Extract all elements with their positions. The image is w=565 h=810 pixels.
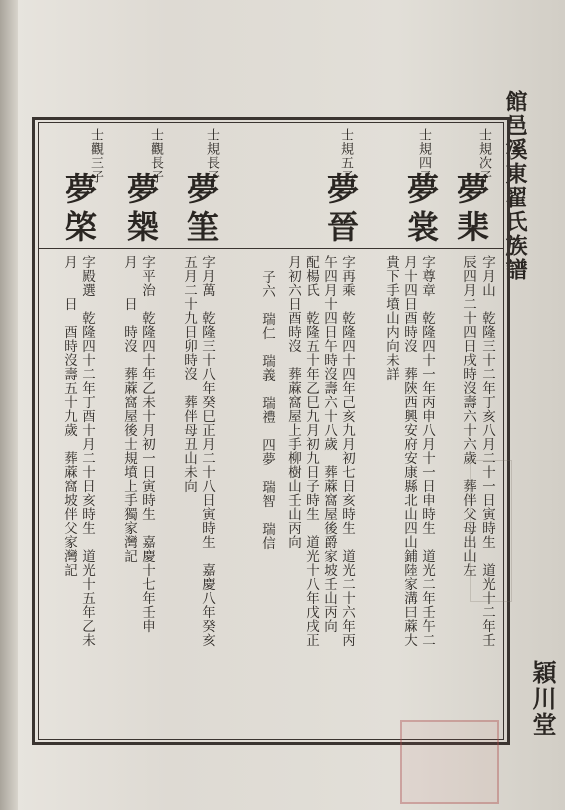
book-title: 館邑溪東翟氏族譜 — [502, 90, 528, 282]
person-name: 夢筀 — [182, 172, 220, 248]
person-record-line: 月 日 時沒 葬蔴窩屋後士規墳上手獨家灣記 — [121, 255, 137, 563]
hall-name: 穎川堂 — [528, 660, 557, 738]
person-name: 夢裳 — [402, 172, 440, 248]
person-record-line: 子六 瑞仁 瑞義 瑞禮 四夢 瑞智 瑞信 — [259, 270, 275, 550]
person-record-line: 月十四日酉時沒 葬陝西興安府安康縣北山四山鋪陸家溝曰蔴大 — [401, 255, 417, 647]
person-rank: 士規長子 — [204, 128, 219, 184]
person-record-line: 字殿選 乾隆四十二年丁酉十月二十日亥時生 道光十五年乙未 — [79, 255, 95, 647]
person-rank: 士規次子 — [476, 128, 491, 184]
row-divider-1 — [38, 248, 504, 249]
person-name: 夢椝 — [122, 172, 160, 248]
person-rank: 士觀長子 — [148, 128, 163, 184]
person-rank: 士觀三子 — [88, 128, 103, 184]
red-seal-stamp — [400, 720, 499, 804]
person-record-line: 午四月十四日午時沒壽六十八歲 葬蔴窩屋後爵家坡壬山丙向 — [321, 255, 337, 633]
person-record-line: 字月萬 乾隆三十八年癸巳正月二十八日寅時生 嘉慶八年癸亥 — [199, 255, 215, 647]
person-rank: 士規五子 — [338, 128, 353, 184]
faint-seal-mark — [470, 460, 512, 602]
person-record-line: 字尊章 乾隆四十一年丙申八月十一日申時生 道光二年壬午二 — [419, 255, 435, 647]
person-record-line: 月 日 酉時沒壽五十九歲 葬蔴窩坡伴父家灣記 — [61, 255, 77, 577]
person-record-line: 辰四月二十四日戌時沒壽六十六歲 葬伴父母出山左 — [460, 255, 476, 577]
person-name: 夢晉 — [322, 172, 360, 248]
person-record-line: 配楊氏 乾隆五十年乙巳九月初九日子時生 道光十八年戊戌正 — [303, 255, 319, 647]
person-name: 夢棨 — [60, 172, 98, 248]
person-rank: 士規四子 — [416, 128, 431, 184]
book-spine — [0, 0, 18, 810]
person-record-line: 貴下手墳山内向未詳 — [383, 255, 399, 381]
person-record-line: 月初六日酉時沒 葬蔴窩屋上手柳樹山壬山丙向 — [285, 255, 301, 549]
person-record-line: 字平治 乾隆四十年乙未十月初一日寅時生 嘉慶十七年壬申 — [139, 255, 155, 633]
person-record-line: 五月二十九日卯時沒 葬伴母丑山未向 — [181, 255, 197, 493]
person-record-line: 字再乘 乾隆四十四年己亥九月初七日亥時生 道光二十六年丙 — [339, 255, 355, 647]
person-record-line: 字月山 乾隆三十二年丁亥八月二十一日寅時生 道光十二年壬 — [479, 255, 495, 647]
person-name: 夢棐 — [452, 172, 490, 248]
